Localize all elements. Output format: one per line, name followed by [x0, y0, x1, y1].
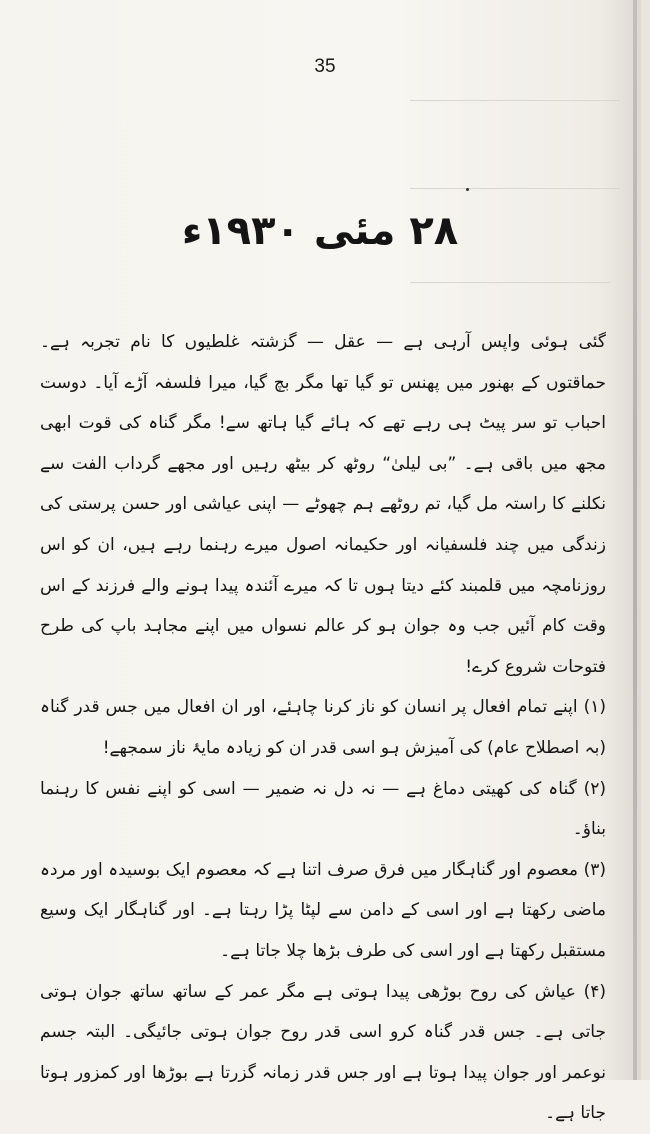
- paragraph-principle-4: (۴) عیاش کی روح بوڑھی پیدا ہوتی ہے مگر عمر کے ساتھ ساتھ جوان ہوتی جاتی ہے۔ جس قدر گناہ کرو اسی قدر روح جوان ہوتی جائیگی۔ البتہ جسم نوعمر اور جوان پیدا ہوتا ہے اور جس قدر زمانہ گزرتا ہے بوڑھا اور کمزور ہوتا جاتا ہے۔: [40, 981, 606, 1124]
- bleed-through-line: [410, 188, 620, 189]
- paragraph-principle-3: (۳) معصوم اور گناہگار میں فرق صرف اتنا ہے کہ معصوم ایک بوسیدہ اور مردہ ماضی رکھتا ہے اور اسی کے دامن سے لپٹا پڑا رہتا ہے۔ اور گناہگار ایک وسیع مستقبل رکھتا ہے اور اسی کی طرف بڑھا چلا جاتا ہے۔: [40, 859, 606, 961]
- paragraph-intro: گئی ہوئی واپس آرہی ہے — عقل — گزشتہ غلطیوں کا نام تجربہ ہے۔ حماقتوں کے بھنور میں پھنس تو گیا تھا مگر بچ گیا، میرا فلسفہ آڑے آیا۔ دوست احباب تو سر پیٹ ہی رہے تھے کہ ہائے گیا ہاتھ سے! مگر گناہ کی قوت ابھی مجھ میں باقی ہے۔ ”بی لیلیٰ“ روٹھ کر بیٹھ رہیں اور مجھے گرداب الفت سے نکلنے کا راستہ مل گیا، تم روٹھے ہم چھوٹے — اپنی عیاشی اور حسن پرستی کی زندگی میں چند فلسفیانہ اور حکیمانہ اصول میرے رہنما رہے ہیں، ان کو اس روزنامچہ میں قلمبند کئے دیتا ہوں تا کہ میرے آئندہ پیدا ہونے والے فرزند کے اس وقت کام آئیں جب وہ جوان ہو کر عالم نسواں میں اپنے مجاہد باپ کی طرح فتوحات شروع کرے!: [40, 332, 606, 677]
- body-text: [40, 322, 606, 1134]
- bleed-through-line: [410, 100, 620, 101]
- ink-speck: [466, 188, 469, 191]
- page-gutter-shadow: [633, 0, 637, 1080]
- page-edge: [641, 0, 650, 1080]
- paragraph-principle-1: (۱) اپنے تمام افعال پر انسان کو ناز کرنا چاہئے، اور ان افعال میں جس قدر گناہ (بہ اصطلاح عام) کی آمیزش ہو اسی قدر ان کو زیادہ مایۂ ناز سمجھے!: [40, 697, 606, 758]
- bleed-through-line: [410, 282, 610, 283]
- page-number: 35: [314, 56, 336, 77]
- paragraph-principle-2: (۲) گناہ کی کھیتی دماغ ہے — نہ دل نہ ضمیر — اسی کو اپنے نفس کا رہنما بناؤ۔: [40, 778, 606, 840]
- entry-date-title: ۲۸ مئی ۱۹۳۰ء: [181, 208, 459, 254]
